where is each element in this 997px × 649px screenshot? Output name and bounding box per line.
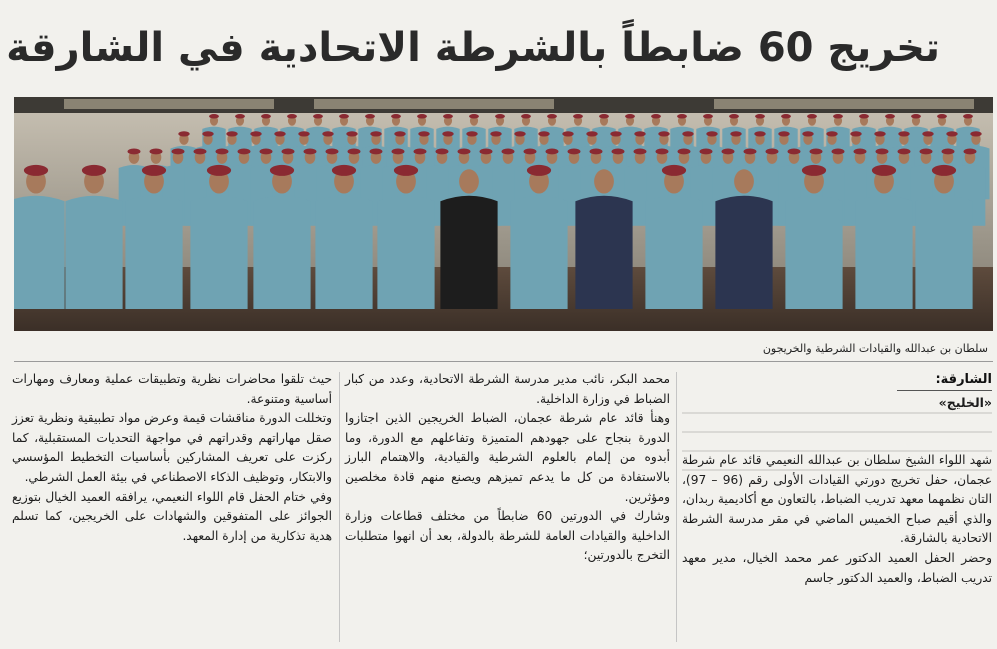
paragraph: شهد اللواء الشيخ سلطان بن عبدالله النعيمي قائد عام شرطة عجمان، حفل تخريج دورتي القيادات الأولى رقم (96 – 97)، التان نظمهما معهد تدريب الضباط، بالتعاون مع أكاديمية ربدان، والذي أقيم صباح الخميس الماضي في مقر مدرسة الشرطة الاتحادية بالشارقة. — [682, 453, 993, 546]
article-column-3 — [12, 370, 332, 645]
dateline: الشارقة: — [897, 370, 992, 391]
paragraph: وفي ختام الحفل قام اللواء النعيمي، يرافقه العميد الخيال بتوزيع الجوائز على المتفوقين والشهادات على الخريجين، كما تسلم هدية تذكارية من إدارة المعهد. — [12, 489, 332, 543]
group-photo-illustration — [14, 97, 993, 331]
headline: تخريج 60 ضابطاً بالشرطة الاتحادية في الشارقة — [6, 25, 940, 71]
group-photo — [14, 97, 993, 331]
article-body-col3 — [12, 370, 332, 546]
paragraph: وتخللت الدورة مناقشات قيمة وعرض مواد تطبيقية ونظرية تعزز صقل مهاراتهم وقدراتهم في مواجهة التحديات المستقبلية، كما ركزت على تعريف المشاركين بأساسيات التخطيط المؤسسي والابتكار، وتوظيف الذكاء الاصطناعي في بيئة العمل الشرطي. — [12, 411, 332, 484]
column-divider — [339, 372, 340, 642]
spacer — [682, 413, 992, 451]
column-divider — [676, 372, 677, 642]
article-column-2 — [345, 370, 670, 645]
article-body-col2 — [345, 370, 670, 566]
paragraph: وشارك في الدورتين 60 ضابطاً من مختلف قطاعات وزارة الداخلية والقيادات العامة للشرطة بالدولة، بعد أن انهوا متطلبات التخرج بالدورتين؛ — [345, 509, 670, 563]
article-body-col1 — [682, 451, 992, 588]
paragraph: وهنأ قائد عام شرطة عجمان، الضباط الخريجين الذين اجتازوا الدورة بنجاح على جهودهم المتميزة وتفاعلهم مع الدورة، وما أبدوه من إلمام بالعلوم الشرطية والقيادية، والاهتمام البارز بالاستفادة من كل ما يدعم تميزهم ويصنع منهم قادة مخلصين ومؤثرين. — [345, 411, 670, 504]
paragraph: حيث تلقوا محاضرات نظرية وتطبيقات عملية ومعارف ومهارات أساسية ومتنوعة. — [12, 372, 332, 406]
paragraph: وحضر الحفل العميد الدكتور عمر محمد الخيال، مدير معهد تدريب الضباط، والعميد الدكتور جاسم — [682, 550, 992, 585]
article-column-1 — [682, 370, 992, 645]
photo-caption: سلطان بن عبدالله والقيادات الشرطية والخريجون — [762, 342, 988, 355]
caption-divider — [14, 361, 993, 362]
paragraph: محمد البكر، نائب مدير مدرسة الشرطة الاتحادية، وعدد من كبار الضباط في وزارة الداخلية. — [345, 372, 670, 406]
source-credit: «الخليج» — [938, 395, 992, 410]
